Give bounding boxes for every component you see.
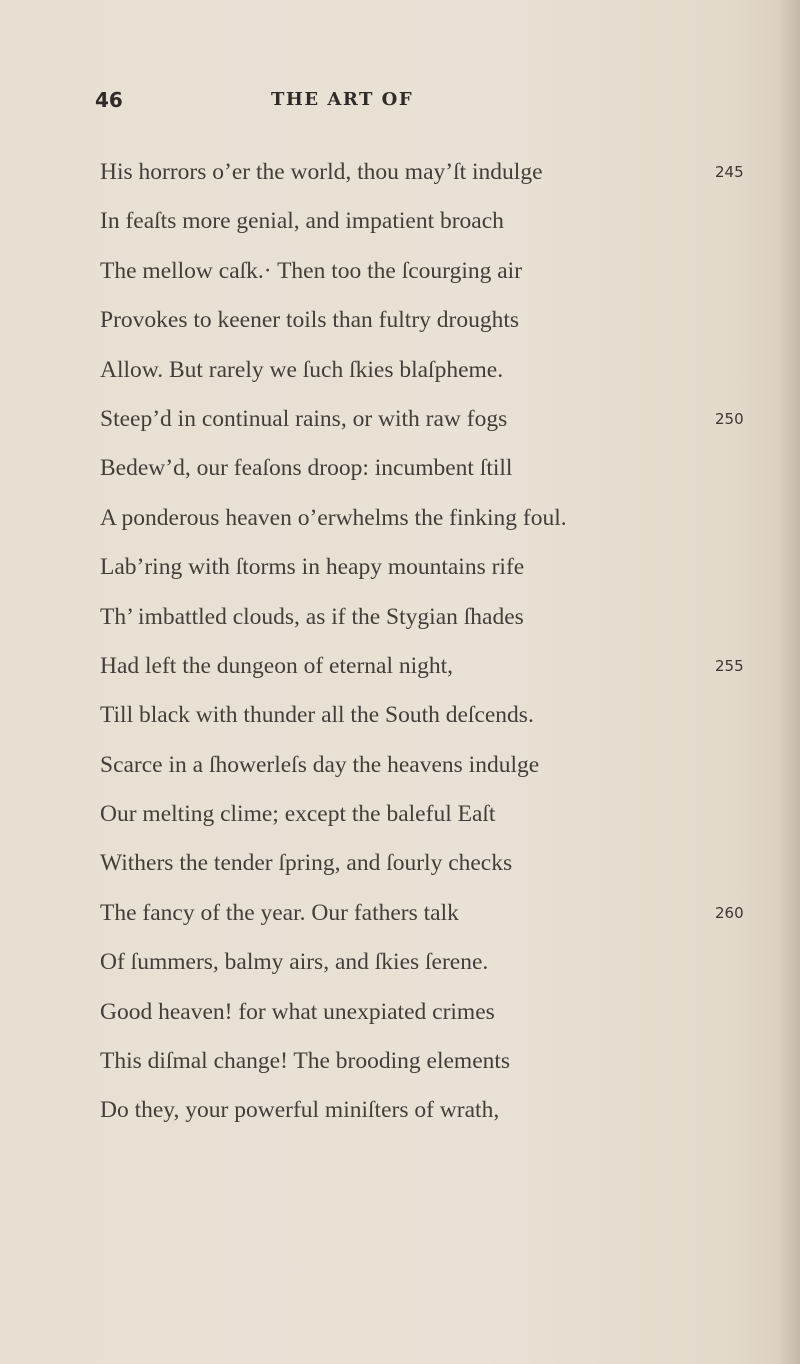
line-text: Th’ imbattled clouds, as if the Stygian ſhades (100, 603, 524, 630)
line-text: Scarce in a ſhowerleſs day the heavens indulge (100, 751, 540, 778)
poem-line (100, 346, 760, 395)
poem-line (100, 1086, 760, 1135)
line-text: Lab’ring with ſtorms in heapy mountains rife (100, 554, 525, 581)
page-number: 46 (95, 88, 123, 112)
line-text: Till black with thunder all the South deſcends. (100, 702, 534, 729)
poem-line (100, 938, 760, 987)
poem-line (100, 839, 760, 888)
poem-line (100, 691, 760, 740)
line-text: Our melting clime; except the baleful Eaſt (100, 801, 496, 828)
poem-line (100, 593, 760, 642)
line-text: The mellow caſk.· Then too the ſcourging air (100, 257, 523, 284)
poem-line (100, 790, 760, 839)
line-text: Do they, your powerful miniſters of wrath, (100, 1097, 500, 1124)
line-text: Allow. But rarely we ſuch ſkies blaſpheme. (100, 356, 504, 383)
poem-line (100, 148, 760, 197)
poem-line (100, 1037, 760, 1086)
poem-line (100, 988, 760, 1037)
line-number: 245 (715, 163, 744, 181)
line-text: His horrors o’er the world, thou may’ſt indulge (100, 159, 543, 185)
poem-line (100, 296, 760, 345)
poem-body (100, 148, 760, 1136)
poem-line (100, 444, 760, 493)
line-text: Good heaven! for what unexpiated crimes (100, 998, 495, 1025)
line-text: Of ſummers, balmy airs, and ſkies ſerene. (100, 949, 489, 976)
poem-line (100, 197, 760, 246)
poem-line (100, 494, 760, 543)
line-text: Had left the dungeon of eternal night, (100, 652, 454, 679)
poem-line (100, 642, 760, 691)
running-title: THE ART OF (271, 89, 414, 110)
line-text: Provokes to keener toils than fultry droughts (100, 307, 520, 334)
poem-line (100, 889, 760, 938)
line-text: A ponderous heaven o’erwhelms the finking foul. (100, 504, 567, 531)
line-text: In feaſts more genial, and impatient broach (100, 208, 504, 235)
line-number: 250 (715, 409, 744, 428)
line-text: Bedew’d, our feaſons droop: incumbent ſtill (100, 455, 513, 482)
poem-line (100, 247, 760, 296)
line-text: Withers the tender ſpring, and ſourly checks (100, 850, 513, 877)
line-text: This diſmal change! The brooding elements (100, 1048, 511, 1075)
line-text: Steep’d in continual rains, or with raw fogs (100, 405, 508, 432)
poem-line (100, 395, 760, 444)
line-number: 260 (715, 903, 744, 922)
poem-line (100, 741, 760, 790)
poem-line (100, 543, 760, 592)
page-header (95, 88, 695, 118)
page-edge-shadow (778, 0, 800, 1364)
line-number: 255 (715, 656, 744, 675)
line-text: The fancy of the year. Our fathers talk (100, 899, 459, 926)
